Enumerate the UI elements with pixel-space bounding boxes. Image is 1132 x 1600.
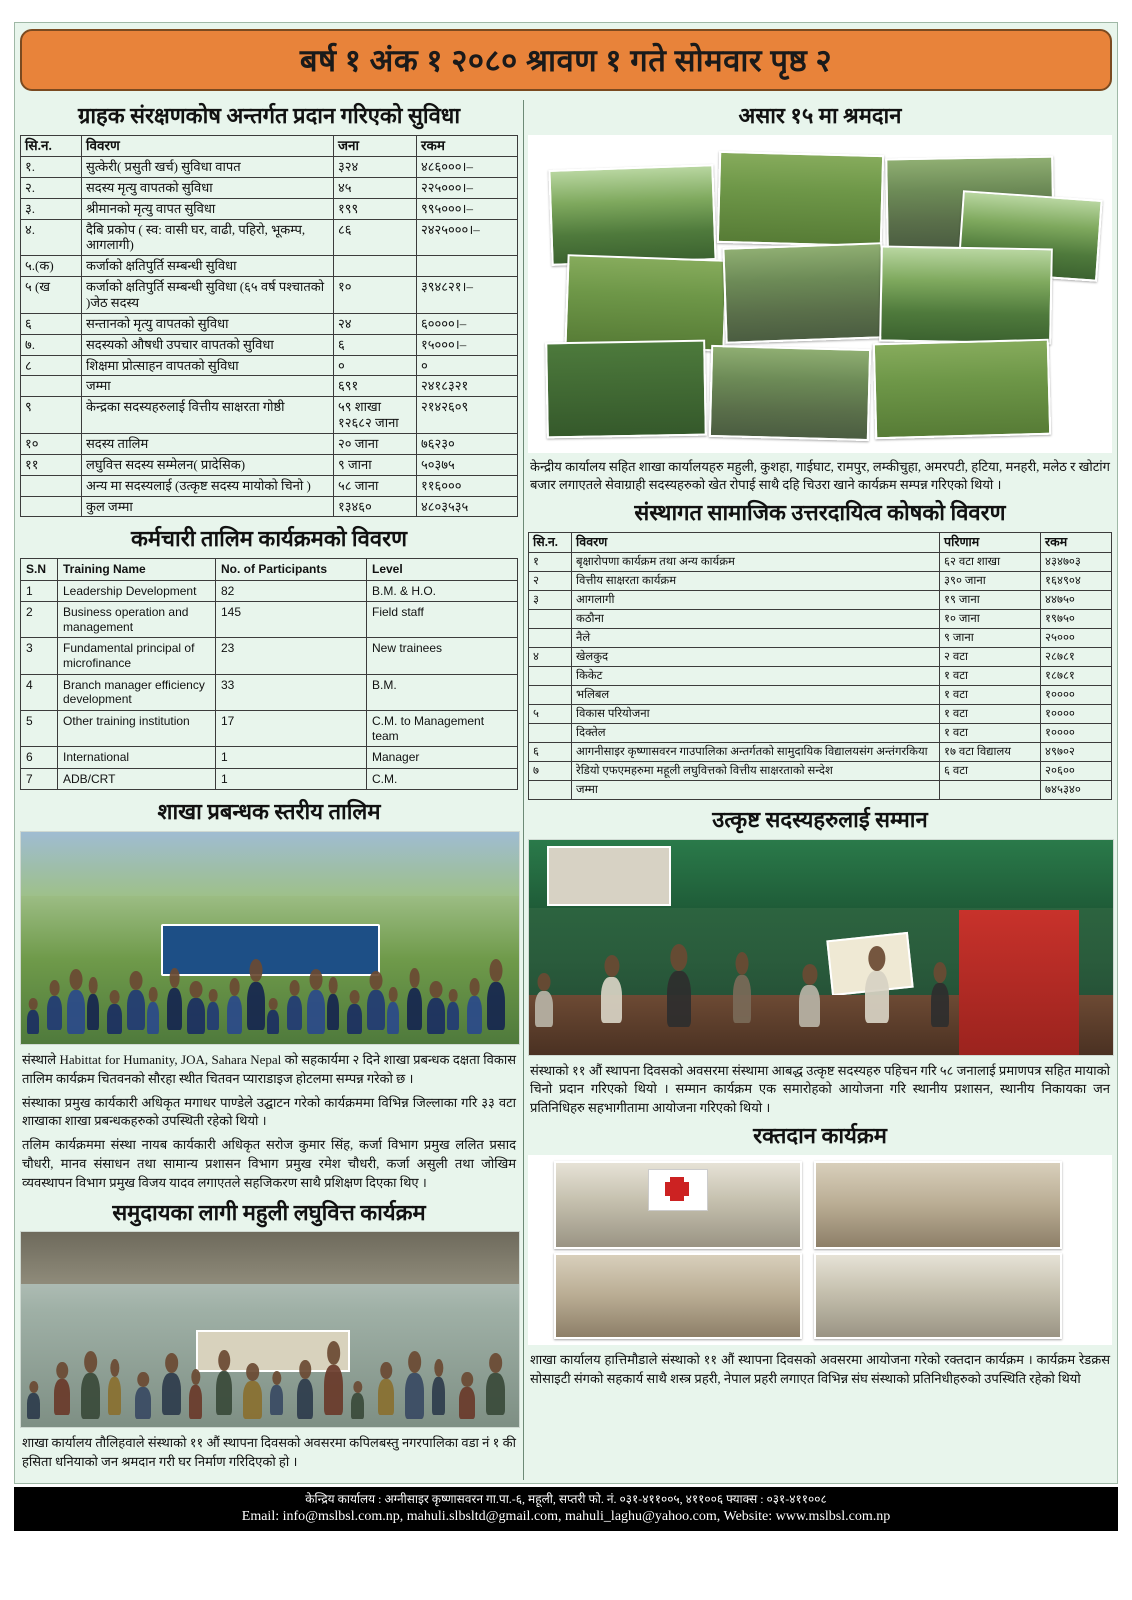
table-row [21, 355, 518, 376]
cell-sn [529, 724, 572, 743]
person-silhouette [347, 1004, 362, 1034]
cell-sn: 6 [21, 747, 58, 769]
cell-result: १ वटा [940, 705, 1041, 724]
cell-amount: ५०३७५ [417, 454, 518, 475]
cell-sn: ५ (ख [21, 277, 82, 314]
cell-amount: २२५०००।– [417, 177, 518, 198]
cell-level: B.M. [367, 674, 518, 710]
person-silhouette [486, 1373, 505, 1415]
cell-count: ६ [334, 334, 417, 355]
person-silhouette [407, 988, 422, 1030]
cell-amount: ० [417, 355, 518, 376]
cell-sn: ६ [529, 743, 572, 762]
cell-level: Field staff [367, 602, 518, 638]
table-row [21, 397, 518, 434]
person-silhouette [865, 971, 889, 1023]
table-row [21, 454, 518, 475]
person-silhouette [327, 994, 339, 1030]
cell-count [334, 256, 417, 277]
cell-name: Business operation and management [58, 602, 216, 638]
staff-training-table [20, 558, 518, 791]
cell-result: १ वटा [940, 686, 1041, 705]
footer-contact-line: Email: info@mslbsl.com.np, mahuli.slbsltd@gmail.com, mahuli_laghu@yahoo.com, Website: www.mslbsl.com.np [241, 1509, 891, 1525]
branch-manager-paragraph-2: संस्थाका प्रमुख कार्यकारी अधिकृत मगाधर पाण्डेले उद्घाटन गरेको कार्यक्रममा विभिन्न जिल्लाका गरि ३३ वटा शाखाका शाखा प्रबन्धकहरुको उपस्थिती रहेको थियो । [22, 1094, 516, 1129]
column-header-amount: रकम [417, 135, 518, 156]
branch-manager-paragraph-3: तलिम कार्यक्रममा संस्था नायब कार्यकारी अधिकृत सरोज कुमार सिंह, कर्जा विभाग प्रमुख ललित प्रसाद चौधरी, मानव संसाधन तथा सामान्य प्रशासन विभाग प्रमुख रमेश चौधरी, कर्जा असुली तथा जोखिम व्यवस्थापन विभाग प्रमुख विजय यादव लगाएतले सहजिकरण साथै प्रशिक्षण दिएका थिए । [22, 1137, 516, 1190]
cell-amount: ६००००।– [417, 313, 518, 334]
red-cross-icon-bar [665, 1182, 689, 1196]
cell-amount: १०००० [1041, 705, 1112, 724]
cell-count: ८६ [334, 219, 417, 256]
person-silhouette [667, 971, 691, 1027]
table-row [21, 768, 518, 790]
cell-sn [21, 376, 82, 397]
cell-name: Other training institution [58, 710, 216, 746]
cell-sn [529, 609, 572, 628]
cell-count: ४५ [334, 177, 417, 198]
cell-sn: ९ [21, 397, 82, 434]
cell-desc: बृक्षारोपणा कार्यक्रम तथा अन्य कार्यक्रम [572, 552, 940, 571]
table-row [529, 781, 1112, 800]
cell-sn: ११ [21, 454, 82, 475]
cell-name: International [58, 747, 216, 769]
cell-sn: ६ [21, 313, 82, 334]
table-row [529, 743, 1112, 762]
cell-level: C.M. [367, 768, 518, 790]
cell-sn: २ [529, 571, 572, 590]
collage-photo-10 [873, 338, 1051, 439]
cell-amount: २०६०० [1041, 762, 1112, 781]
cell-participants: 23 [216, 638, 367, 674]
cell-count: १९९ [334, 198, 417, 219]
cell-sn [529, 667, 572, 686]
cell-desc: रेडियो एफएमहरुमा महूली लघुवित्तको वित्तीय साक्षरताको सन्देश [572, 762, 940, 781]
training-section-heading: कर्मचारी तालिम कार्यक्रमको विवरण [131, 526, 407, 552]
person-silhouette [127, 990, 145, 1030]
honor-paragraph: संस्थाको ११ औं स्थापना दिवसको अवसरमा संस्थामा आबद्ध उत्कृष्ट सदस्यहरु पहिचन गरि ५८ जनालाई प्रमाणपत्र सहित मायाको चिनो प्रदान गरिएको थियो । सम्मान कार्यक्रम एक समारोहको आयोजना गरि स्थानीय प्रशासन, स्थानीय निकायका जन प्रतिनिधिहरु सहभागीतामा आयोजना गरिएको थियो । [530, 1062, 1110, 1116]
cell-result: १० जाना [940, 609, 1041, 628]
cell-amount: ४८०३५३५ [417, 496, 518, 517]
cell-sn: ७ [529, 762, 572, 781]
column-header-amount: रकम [1041, 532, 1112, 552]
csr-section-heading: संस्थागत सामाजिक उत्तरदायित्व कोषको विवरण [634, 500, 1006, 526]
collage-photo-3 [554, 1253, 802, 1339]
column-header-participants: No. of Participants [216, 558, 367, 580]
cell-sn [529, 629, 572, 648]
cell-level: Manager [367, 747, 518, 769]
cell-amount: १६४९०४ [1041, 571, 1112, 590]
photo-sky [21, 832, 519, 896]
person-silhouette [799, 985, 820, 1027]
table-row [529, 724, 1112, 743]
cell-desc: कठौना [572, 609, 940, 628]
collage-photo-4 [814, 1253, 1062, 1339]
person-silhouette [427, 998, 445, 1034]
cell-amount: २५००० [1041, 629, 1112, 648]
cell-result: ३९० जाना [940, 571, 1041, 590]
cell-amount: ४८६०००।– [417, 156, 518, 177]
person-silhouette [287, 996, 302, 1030]
customer-protection-fund-table [20, 135, 518, 518]
cell-sn: ४. [21, 219, 82, 256]
cell-sn: १. [21, 156, 82, 177]
person-silhouette [432, 1377, 445, 1415]
cell-desc: दिक्तेल [572, 724, 940, 743]
person-silhouette [27, 1393, 40, 1419]
cell-sn [529, 686, 572, 705]
community-program-photo [20, 1231, 520, 1428]
collage-photo-2 [814, 1161, 1062, 1249]
collage-photo-7 [879, 245, 1053, 344]
branch-manager-photo [20, 831, 520, 1045]
cell-desc: केन्द्रका सदस्यहरुलाई वित्तीय साक्षरता गोष्ठी [82, 397, 334, 434]
cell-sn: ३. [21, 198, 82, 219]
person-silhouette [467, 996, 482, 1034]
cell-sn: 1 [21, 580, 58, 602]
cell-sn: 5 [21, 710, 58, 746]
table-row [21, 177, 518, 198]
person-silhouette [47, 996, 62, 1030]
cell-amount: २४२५०००।– [417, 219, 518, 256]
cell-amount: १०००० [1041, 724, 1112, 743]
cell-name: Leadership Development [58, 580, 216, 602]
column-header-training-name: Training Name [58, 558, 216, 580]
table-row [21, 747, 518, 769]
cell-amount [417, 256, 518, 277]
person-silhouette [227, 996, 242, 1034]
cell-result [940, 781, 1041, 800]
cell-amount: ७६२३० [417, 434, 518, 455]
cell-amount: २८७८१ [1041, 648, 1112, 667]
cell-count: ५९ शाखा १२६८२ जाना [334, 397, 417, 434]
person-silhouette [108, 1377, 121, 1415]
cell-amount: २१४२६०९ [417, 397, 518, 434]
cell-desc: सदस्य मृत्यु वापतको सुविधा [82, 177, 334, 198]
cell-participants: 17 [216, 710, 367, 746]
collage-photo-9 [709, 344, 871, 440]
person-silhouette [162, 1373, 181, 1415]
person-silhouette [535, 991, 553, 1027]
table-row [529, 762, 1112, 781]
person-silhouette [487, 982, 505, 1030]
cell-amount: २४१८३२१ [417, 376, 518, 397]
photo-banner-board [161, 924, 380, 976]
cell-amount: १८७८१ [1041, 667, 1112, 686]
column-header-desc: विवरण [572, 532, 940, 552]
table-row [529, 667, 1112, 686]
collage-photo-2 [717, 150, 884, 246]
cell-participants: 1 [216, 747, 367, 769]
cell-sn: ८ [21, 355, 82, 376]
right-column [528, 100, 1112, 1392]
cell-count: १३४६० [334, 496, 417, 517]
table-row [21, 156, 518, 177]
cell-count: ५८ जाना [334, 475, 417, 496]
training-table-body [21, 580, 518, 790]
honor-section-heading: उत्कृष्ट सदस्यहरुलाई सम्मान [712, 807, 928, 833]
table-row [21, 376, 518, 397]
cell-desc: सदस्य तालिम [82, 434, 334, 455]
table-row [529, 705, 1112, 724]
table-row [21, 198, 518, 219]
cell-participants: 33 [216, 674, 367, 710]
cell-result: ६२ वटा शाखा [940, 552, 1041, 571]
csr-table-body [529, 552, 1112, 799]
cell-result: ९ जाना [940, 629, 1041, 648]
person-silhouette [81, 1373, 100, 1419]
cell-count: २४ [334, 313, 417, 334]
table-header-row [529, 532, 1112, 552]
column-header-sn: S.N [21, 558, 58, 580]
person-silhouette [87, 994, 99, 1030]
cell-count: ३२४ [334, 156, 417, 177]
person-silhouette [459, 1387, 475, 1419]
table-row [21, 313, 518, 334]
column-header-sn: सि.न. [21, 135, 82, 156]
cell-participants: 82 [216, 580, 367, 602]
cell-sn: 2 [21, 602, 58, 638]
cell-sn: ५ [529, 705, 572, 724]
person-silhouette [207, 1002, 219, 1030]
cell-result: १९ जाना [940, 590, 1041, 609]
cell-amount: ३९४८२१।– [417, 277, 518, 314]
table-row [21, 638, 518, 674]
person-silhouette [324, 1365, 343, 1415]
cell-desc: जम्मा [572, 781, 940, 800]
cell-desc: सदस्यको औषधी उपचार वापतको सुविधा [82, 334, 334, 355]
person-silhouette [247, 982, 265, 1030]
photo-roof [21, 1232, 519, 1284]
cell-amount: ९९५०००।– [417, 198, 518, 219]
person-silhouette [601, 977, 622, 1023]
person-silhouette [135, 1387, 151, 1419]
table-row [21, 434, 518, 455]
community-section-heading: समुदायका लागी महुली लघुवित्त कार्यक्रम [112, 1199, 426, 1225]
cell-sn: २. [21, 177, 82, 198]
cell-amount: ४४७५० [1041, 590, 1112, 609]
cell-participants: 145 [216, 602, 367, 638]
column-header-level: Level [367, 558, 518, 580]
community-paragraph: शाखा कार्यालय तौलिहवाले संस्थाको ११ औं स्थापना दिवसको अवसरमा कपिलबस्तु नगरपालिका वडा नं १ की हसिता धनियाको जन श्रमदान गरी घर निर्माण गरिदिएको हो । [22, 1435, 516, 1470]
photo-banner-left [547, 846, 671, 906]
cell-amount: १९७५० [1041, 609, 1112, 628]
cell-count: १० [334, 277, 417, 314]
cell-desc: सन्तानको मृत्यु वापतको सुविधा [82, 313, 334, 334]
person-silhouette [405, 1373, 424, 1419]
cell-sn: 7 [21, 768, 58, 790]
cell-sn: ५.(क) [21, 256, 82, 277]
table-row [21, 710, 518, 746]
cell-count: ० [334, 355, 417, 376]
person-silhouette [447, 1002, 459, 1030]
table-row [529, 609, 1112, 628]
cell-amount: ४३४७०३ [1041, 552, 1112, 571]
cell-participants: 1 [216, 768, 367, 790]
branch-manager-paragraph-1: संस्थाले Habittat for Humanity, JOA, Sahara Nepal को सहकार्यमा २ दिने शाखा प्रबन्धक दक्षता विकास तालिम कार्यक्रम चितवनको सौरहा स्थीत चितवन प्याराडाइज होटलमा सम्पन्न गरेको छ । [22, 1051, 516, 1086]
collage-photo-8 [545, 339, 707, 438]
cell-result: ६ वटा [940, 762, 1041, 781]
person-silhouette [270, 1385, 283, 1415]
cell-amount: ७४५३४० [1041, 781, 1112, 800]
table-row [529, 571, 1112, 590]
table-row [21, 496, 518, 517]
cell-desc: आगलागी [572, 590, 940, 609]
fund-table-body [21, 156, 518, 516]
table-row [529, 629, 1112, 648]
cell-amount: ४९७०२ [1041, 743, 1112, 762]
person-silhouette [67, 990, 85, 1034]
cell-count: ९ जाना [334, 454, 417, 475]
blood-paragraph: शाखा कार्यालय हात्तिमौडाले संस्थाको ११ औं स्थापना दिवसको अवसरमा आयोजना गरेको रक्तदान कार्यक्रम । कार्यक्रम रेडक्रस सोसाइटी संगको सहकार्य साथै शस्त्र प्रहरी, नेपाल प्रहरी लगाएत विभिन्न संघ संस्थाको प्रतिनिधीहरुको उपस्थिति रहेको थियो [530, 1351, 1110, 1386]
cell-desc: अन्य मा सदस्यलाई (उत्कृष्ट सदस्य मायोको चिनो ) [82, 475, 334, 496]
cell-desc: कर्जाको क्षतिपुर्ति सम्बन्धी सुविधा (६५ वर्ष पश्चातको )जेठ सदस्य [82, 277, 334, 314]
table-row [21, 602, 518, 638]
table-header-row [21, 558, 518, 580]
person-silhouette [189, 1385, 202, 1419]
shramdan-paragraph: केन्द्रीय कार्यालय सहित शाखा कार्यालयहरु महुली, कुशहा, गाईघाट, रामपुर, लम्कीचुहा, अमरपटी, हटिया, मनहरी, मलेठ र खोटांग बजार लगाएतले सेवाग्राही सदस्यहरुको खेत रोपाई साथै दहि चिउरा खाने कार्यक्रम सम्पन्न गरिएको थियो । [530, 458, 1110, 493]
table-header-row [21, 135, 518, 156]
cell-desc: सुत्केरी( प्रसुती खर्च) सुविधा वापत [82, 156, 334, 177]
shramdan-photo-collage [528, 135, 1112, 453]
table-row [21, 580, 518, 602]
table-row [21, 334, 518, 355]
person-silhouette [216, 1371, 232, 1415]
cell-count: २० जाना [334, 434, 417, 455]
column-divider [523, 100, 524, 1480]
cell-result: २ वटा [940, 648, 1041, 667]
cell-count: ६९१ [334, 376, 417, 397]
blood-donation-photo-collage [528, 1155, 1112, 1345]
collage-photo-5 [564, 254, 727, 352]
cell-desc: लघुवित्त सदस्य सम्मेलन( प्रादेसिक) [82, 454, 334, 475]
person-silhouette [27, 1010, 39, 1034]
cell-amount: ११६००० [417, 475, 518, 496]
cell-name: ADB/CRT [58, 768, 216, 790]
blood-section-heading: रक्तदान कार्यक्रम [753, 1123, 887, 1149]
person-silhouette [733, 975, 751, 1023]
person-silhouette [378, 1379, 394, 1415]
table-row [21, 256, 518, 277]
cell-sn: ४ [529, 648, 572, 667]
cell-result: १७ वटा विद्यालय [940, 743, 1041, 762]
cell-desc: वित्तीय साक्षरता कार्यक्रम [572, 571, 940, 590]
cell-desc: भलिबल [572, 686, 940, 705]
person-silhouette [297, 1379, 313, 1419]
cell-amount: १०००० [1041, 686, 1112, 705]
cell-sn: ७. [21, 334, 82, 355]
cell-sn: 4 [21, 674, 58, 710]
csr-fund-table [528, 532, 1112, 800]
person-silhouette [243, 1381, 262, 1419]
person-silhouette [107, 1004, 122, 1034]
table-row [529, 686, 1112, 705]
cell-desc: श्रीमानको मृत्यु वापत सुविधा [82, 198, 334, 219]
cell-sn: ३ [529, 590, 572, 609]
cell-name: Branch manager efficiency development [58, 674, 216, 710]
cell-sn: १० [21, 434, 82, 455]
cell-sn [21, 496, 82, 517]
person-silhouette [351, 1393, 364, 1419]
cell-desc: जम्मा [82, 376, 334, 397]
person-silhouette [187, 998, 205, 1034]
person-silhouette [931, 983, 949, 1027]
person-silhouette [147, 1002, 159, 1034]
person-silhouette [54, 1379, 70, 1415]
cell-desc: खेलकुद [572, 648, 940, 667]
cell-desc: कुल जम्मा [82, 496, 334, 517]
cell-desc: किकेट [572, 667, 940, 686]
cell-amount: १५०००।– [417, 334, 518, 355]
cell-sn [529, 781, 572, 800]
person-silhouette [307, 990, 325, 1034]
person-silhouette [167, 988, 182, 1030]
cell-sn [21, 475, 82, 496]
table-row [21, 475, 518, 496]
person-silhouette [367, 990, 385, 1030]
table-row [529, 552, 1112, 571]
fund-section-heading: ग्राहक संरक्षणकोष अन्तर्गत प्रदान गरिएको सुविधा [77, 103, 461, 128]
cell-desc: आगनीसाइर कृष्णासवरन गाउपालिका अन्तर्गतको सामुदायिक विद्यालयसंग अन्तंगरकिया [572, 743, 940, 762]
table-row [529, 590, 1112, 609]
cell-name: Fundamental principal of microfinance [58, 638, 216, 674]
person-silhouette [387, 1002, 399, 1034]
table-row [21, 674, 518, 710]
shramdan-section-heading: असार १५ मा श्रमदान [738, 103, 902, 128]
table-row [21, 277, 518, 314]
photo-member-saree [959, 910, 1079, 1055]
cell-desc: शिक्षमा प्रोत्साहन वापतको सुविधा [82, 355, 334, 376]
honor-ceremony-photo [528, 839, 1114, 1056]
page-banner [20, 29, 1112, 91]
footer-address-line: केन्द्रिय कार्यालय : अग्नीसाइर कृष्णासवरन गा.पा.-६, महूली, सप्तरी फो. नं. ०३१-४११००५, ४११००६ फ्याक्स : ०३१-४११००८ [305, 1492, 827, 1506]
cell-level: New trainees [367, 638, 518, 674]
cell-desc: विकास परियोजना [572, 705, 940, 724]
cell-level: C.M. to Management team [367, 710, 518, 746]
table-row [21, 219, 518, 256]
person-silhouette [267, 1010, 279, 1034]
collage-photo-1 [548, 164, 716, 266]
cell-result: १ वटा [940, 667, 1041, 686]
banner-title: बर्ष १ अंक १ २०८० श्रावण १ गते सोमवार पृष्ठ २ [299, 43, 833, 78]
cell-desc: दैबि प्रकोप ( स्व: वासी घर, वाढी, पहिरो, भूकम्प, आगलागी) [82, 219, 334, 256]
table-row [529, 648, 1112, 667]
cell-result: १ वटा [940, 724, 1041, 743]
page-footer [14, 1487, 1118, 1531]
cell-sn: १ [529, 552, 572, 571]
column-header-sn: सि.न. [529, 532, 572, 552]
cell-level: B.M. & H.O. [367, 580, 518, 602]
column-header-desc: विवरण [82, 135, 334, 156]
column-header-count: जना [334, 135, 417, 156]
cell-desc: कर्जाको क्षतिपुर्ति सम्बन्धी सुविधा [82, 256, 334, 277]
cell-sn: 3 [21, 638, 58, 674]
cell-desc: नैले [572, 629, 940, 648]
column-header-result: परिणाम [940, 532, 1041, 552]
collage-photo-6 [722, 242, 885, 344]
left-column [20, 100, 518, 1476]
branch-manager-heading: शाखा प्रबन्धक स्तरीय तालिम [157, 799, 381, 825]
